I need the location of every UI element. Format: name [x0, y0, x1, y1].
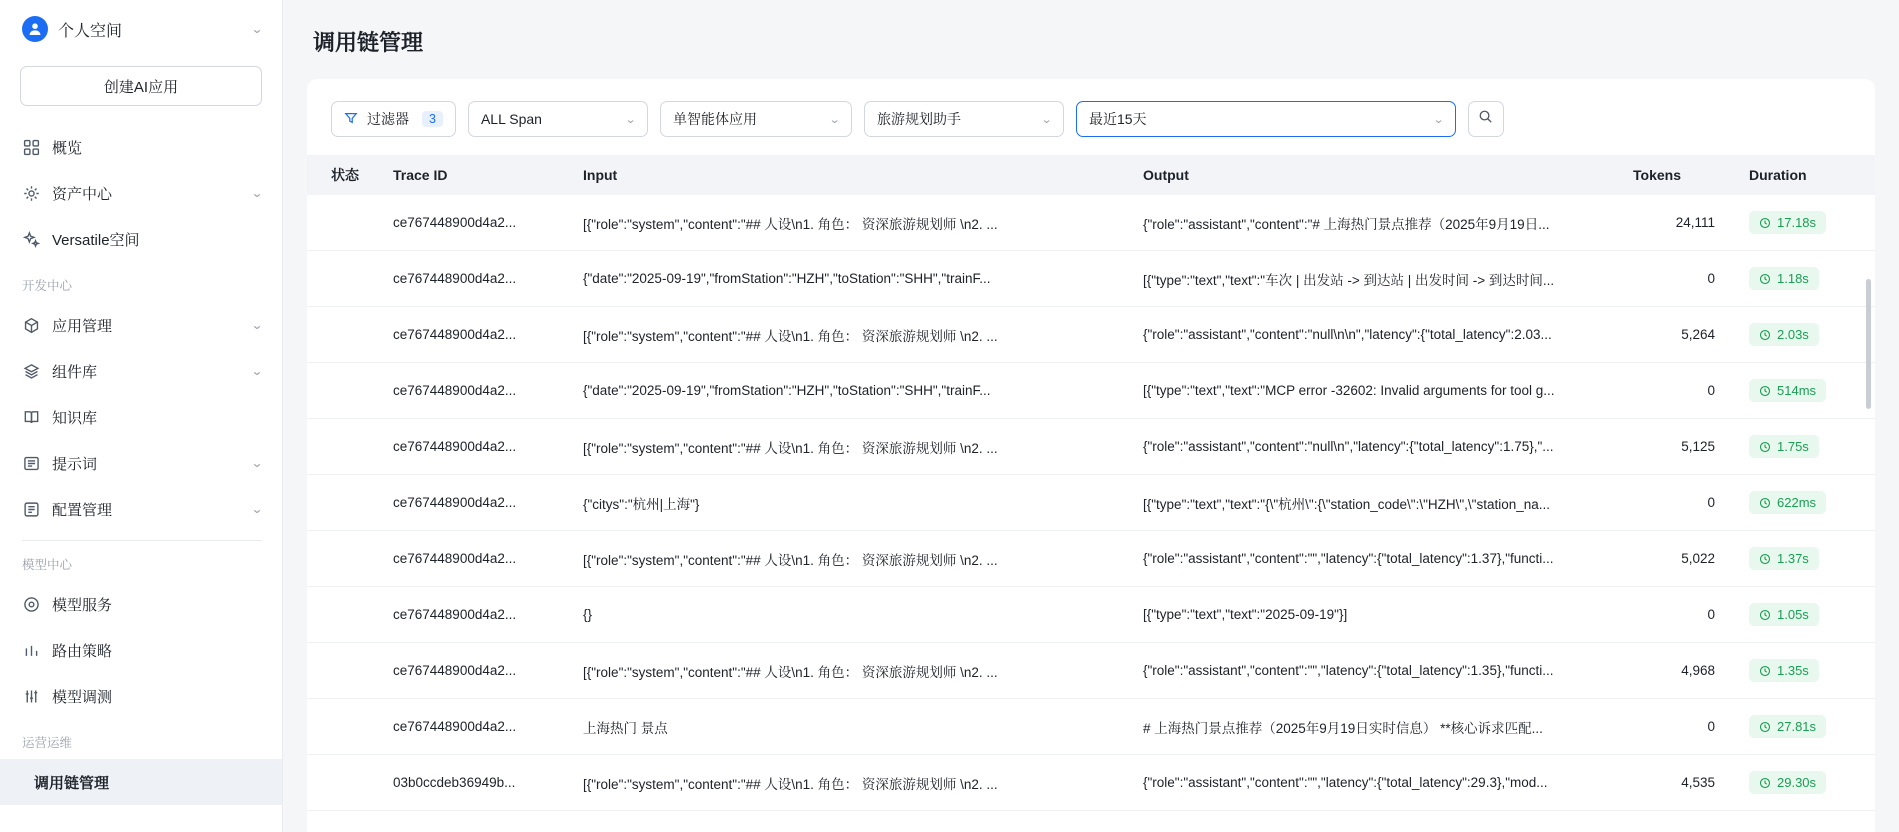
assistant-select[interactable] — [864, 101, 1064, 137]
output-cell: {"role":"assistant","content":"null\n","latency":{"total_latency":1.75},"... — [1143, 439, 1554, 454]
sidebar-item-label: 组件库 — [52, 363, 98, 381]
input-cell: {"date":"2025-09-19","fromStation":"HZH","toStation":"SHH","trainF... — [583, 383, 991, 398]
chevron-down-icon[interactable]: ⌄ — [250, 502, 264, 516]
duration-badge: 1.18s — [1749, 267, 1819, 290]
tokens-cell: 0 — [1707, 719, 1715, 734]
chevron-down-icon: ⌄ — [1040, 113, 1053, 126]
duration-badge: 1.35s — [1749, 659, 1819, 682]
duration-badge: 29.30s — [1749, 771, 1826, 794]
trace-id-cell[interactable]: ce767448900d4a2... — [393, 271, 517, 286]
trace-id-cell[interactable]: ce767448900d4a2... — [393, 495, 517, 510]
tune-icon — [22, 687, 40, 705]
table-row[interactable] — [307, 307, 1875, 363]
sidebar-item-label: 路由策略 — [52, 642, 113, 660]
output-cell: # 上海热门景点推荐（2025年9月19日实时信息） **核心诉求匹配... — [1143, 720, 1543, 736]
span-select-value: ALL Span — [480, 111, 542, 127]
sidebar — [0, 0, 283, 832]
table-row[interactable] — [307, 643, 1875, 699]
trace-id-cell[interactable]: ce767448900d4a2... — [393, 663, 517, 678]
model-service-icon — [22, 595, 40, 613]
duration-cell — [1725, 323, 1875, 346]
workspace-switcher[interactable] — [0, 0, 282, 58]
sidebar-item-label: 资产中心 — [52, 185, 113, 203]
main-content — [283, 0, 1899, 832]
create-ai-app-button[interactable]: 创建AI应用 — [20, 66, 262, 106]
input-cell: {"date":"2025-09-19","fromStation":"HZH","toStation":"SHH","trainF... — [583, 271, 991, 286]
trace-id-cell[interactable]: ce767448900d4a2... — [393, 383, 517, 398]
output-cell: [{"type":"text","text":"MCP error -32602: Invalid arguments for tool g... — [1143, 383, 1555, 398]
sparkle-icon — [22, 230, 40, 248]
config-icon — [22, 500, 40, 518]
input-cell: [{"role":"system","content":"## 人设\n1. 角色： 资深旅游规划师 \n2. ... — [583, 776, 998, 792]
duration-badge: 514ms — [1749, 379, 1826, 402]
duration-badge: 17.18s — [1749, 211, 1826, 234]
layers-icon — [22, 362, 40, 380]
sidebar-item-asset-center[interactable] — [0, 170, 282, 216]
funnel-icon — [344, 111, 358, 128]
table-row[interactable] — [307, 363, 1875, 419]
duration-cell — [1725, 771, 1875, 794]
output-cell: {"role":"assistant","content":"null\n\n","latency":{"total_latency":2.03... — [1143, 327, 1552, 342]
sidebar-item-label: 配置管理 — [52, 501, 113, 519]
tokens-cell: 0 — [1707, 495, 1715, 510]
sidebar-item-route-policy[interactable] — [0, 627, 282, 673]
search-icon — [1478, 109, 1493, 129]
tokens-cell: 5,022 — [1681, 551, 1715, 566]
sidebar-item-versatile[interactable] — [0, 216, 282, 262]
sidebar-item-label: 概览 — [52, 139, 83, 157]
book-icon — [22, 408, 40, 426]
chevron-down-icon[interactable]: ⌄ — [250, 186, 264, 200]
table-row[interactable] — [307, 419, 1875, 475]
sidebar-item-prompt[interactable] — [0, 440, 282, 486]
trace-panel — [307, 79, 1875, 832]
duration-cell — [1725, 659, 1875, 682]
duration-cell — [1725, 267, 1875, 290]
trace-id-cell[interactable]: ce767448900d4a2... — [393, 551, 517, 566]
tokens-cell: 5,264 — [1681, 327, 1715, 342]
tokens-cell: 0 — [1707, 271, 1715, 286]
duration-badge: 1.75s — [1749, 435, 1819, 458]
input-cell: [{"role":"system","content":"## 人设\n1. 角色： 资深旅游规划师 \n2. ... — [583, 216, 998, 232]
sidebar-item-app-management[interactable] — [0, 302, 282, 348]
workspace-name: 个人空间 — [58, 22, 123, 40]
trace-id-cell[interactable]: ce767448900d4a2... — [393, 607, 517, 622]
trace-id-cell[interactable]: ce767448900d4a2... — [393, 719, 517, 734]
table-body — [307, 195, 1875, 811]
time-range-select-value: 最近15天 — [1088, 111, 1147, 127]
filter-count-badge: 3 — [422, 111, 443, 127]
sidebar-item-label: Versatile空间 — [52, 231, 140, 249]
input-cell: 上海热门 景点 — [583, 720, 668, 736]
chevron-down-icon[interactable]: ⌄ — [250, 456, 264, 470]
input-cell: [{"role":"system","content":"## 人设\n1. 角色： 资深旅游规划师 \n2. ... — [583, 664, 998, 680]
sidebar-item-trace-management[interactable] — [0, 759, 282, 805]
column-header-tokens: Tokens — [1633, 167, 1681, 183]
tokens-cell: 4,535 — [1681, 775, 1715, 790]
duration-cell — [1725, 603, 1875, 626]
user-avatar-icon — [22, 16, 48, 42]
table-row[interactable] — [307, 699, 1875, 755]
output-cell: {"role":"assistant","content":"","latency":{"total_latency":1.35},"functi... — [1143, 663, 1554, 678]
duration-badge: 2.03s — [1749, 323, 1819, 346]
sidebar-item-component-library[interactable] — [0, 348, 282, 394]
sidebar-item-overview[interactable] — [0, 124, 282, 170]
search-button[interactable] — [1468, 101, 1504, 137]
input-cell: {"citys":"杭州|上海"} — [583, 496, 700, 512]
filter-button[interactable] — [331, 101, 456, 137]
sidebar-item-label: 模型服务 — [52, 596, 113, 614]
input-cell: [{"role":"system","content":"## 人设\n1. 角色： 资深旅游规划师 \n2. ... — [583, 552, 998, 568]
column-header-input: Input — [583, 167, 618, 183]
duration-badge: 27.81s — [1749, 715, 1826, 738]
page-title: 调用链管理 — [313, 30, 424, 55]
time-range-select[interactable] — [1076, 101, 1456, 137]
duration-cell — [1725, 435, 1875, 458]
sidebar-item-label: 模型调测 — [52, 688, 113, 706]
table-row[interactable] — [307, 251, 1875, 307]
duration-cell — [1725, 211, 1875, 234]
trace-id-cell[interactable]: ce767448900d4a2... — [393, 439, 517, 454]
sidebar-item-model-service[interactable] — [0, 581, 282, 627]
prompt-icon — [22, 454, 40, 472]
table-row[interactable] — [307, 195, 1875, 251]
sidebar-item-model-tuning[interactable] — [0, 673, 282, 719]
app-type-select-value: 单智能体应用 — [672, 111, 757, 127]
table-row[interactable] — [307, 587, 1875, 643]
duration-badge: 622ms — [1749, 491, 1826, 514]
sidebar-section-dev-label: 开发中心 — [22, 279, 73, 293]
sidebar-section-ops-label: 运营运维 — [22, 736, 73, 750]
duration-badge: 1.05s — [1749, 603, 1819, 626]
output-cell: [{"type":"text","text":"{\"杭州\":{\"station_code\":\"HZH\",\"station_na... — [1143, 496, 1551, 512]
trace-id-cell[interactable]: 03b0ccdeb36949b... — [393, 775, 516, 790]
duration-badge: 1.37s — [1749, 547, 1819, 570]
duration-cell — [1725, 379, 1875, 402]
sidebar-item-knowledge-base[interactable] — [0, 394, 282, 440]
output-cell: [{"type":"text","text":"车次 | 出发站 -> 到达站 | 出发时间 -> 到达时间... — [1143, 272, 1555, 288]
cube-icon — [22, 316, 40, 334]
route-icon — [22, 641, 40, 659]
chevron-down-icon[interactable]: ⌄ — [250, 22, 264, 36]
chevron-down-icon: ⌄ — [1432, 113, 1445, 126]
column-header-output: Output — [1143, 167, 1189, 183]
table-row[interactable] — [307, 531, 1875, 587]
column-header-trace-id: Trace ID — [393, 167, 448, 183]
duration-cell — [1725, 715, 1875, 738]
trace-table — [307, 155, 1875, 811]
sidebar-item-label: 提示词 — [52, 455, 98, 473]
tokens-cell: 5,125 — [1681, 439, 1715, 454]
tokens-cell: 4,968 — [1681, 663, 1715, 678]
output-cell: {"role":"assistant","content":"","latency":{"total_latency":29.3},"mod... — [1143, 775, 1548, 790]
sidebar-item-config-management[interactable] — [0, 486, 282, 532]
sidebar-item-label: 应用管理 — [52, 317, 113, 335]
filter-toolbar — [307, 79, 1875, 155]
table-row[interactable] — [307, 755, 1875, 811]
duration-cell — [1725, 547, 1875, 570]
filter-label: 过滤器 — [367, 111, 409, 127]
table-header-row — [307, 155, 1875, 195]
chevron-down-icon: ⌄ — [828, 113, 841, 126]
column-header-status: 状态 — [331, 167, 359, 183]
sidebar-item-label: 调用链管理 — [34, 774, 110, 792]
tokens-cell: 0 — [1707, 383, 1715, 398]
input-cell: [{"role":"system","content":"## 人设\n1. 角色： 资深旅游规划师 \n2. ... — [583, 328, 998, 344]
tokens-cell: 0 — [1707, 607, 1715, 622]
column-header-duration: Duration — [1749, 167, 1807, 183]
app-type-select[interactable] — [660, 101, 852, 137]
trace-id-cell[interactable]: ce767448900d4a2... — [393, 327, 517, 342]
trace-id-cell[interactable]: ce767448900d4a2... — [393, 215, 517, 230]
grid-icon — [22, 138, 40, 156]
sidebar-item-label: 知识库 — [52, 409, 98, 427]
chevron-down-icon: ⌄ — [624, 113, 637, 126]
output-cell: {"role":"assistant","content":"","latency":{"total_latency":1.37},"functi... — [1143, 551, 1554, 566]
input-cell: {} — [583, 607, 593, 622]
table-row[interactable] — [307, 475, 1875, 531]
table-scrollbar[interactable] — [1866, 279, 1871, 409]
assistant-select-value: 旅游规划助手 — [876, 111, 961, 127]
sidebar-section-model-label: 模型中心 — [22, 558, 73, 572]
span-select[interactable] — [468, 101, 648, 137]
input-cell: [{"role":"system","content":"## 人设\n1. 角色： 资深旅游规划师 \n2. ... — [583, 440, 998, 456]
output-cell: {"role":"assistant","content":"# 上海热门景点推荐（2025年9月19日... — [1143, 216, 1550, 232]
tokens-cell: 24,111 — [1675, 215, 1715, 230]
output-cell: [{"type":"text","text":"2025-09-19"}] — [1143, 607, 1348, 622]
sidebar-nav — [0, 124, 282, 805]
duration-cell — [1725, 491, 1875, 514]
chevron-down-icon[interactable]: ⌄ — [250, 364, 264, 378]
chevron-down-icon[interactable]: ⌄ — [250, 318, 264, 332]
asset-icon — [22, 184, 40, 202]
